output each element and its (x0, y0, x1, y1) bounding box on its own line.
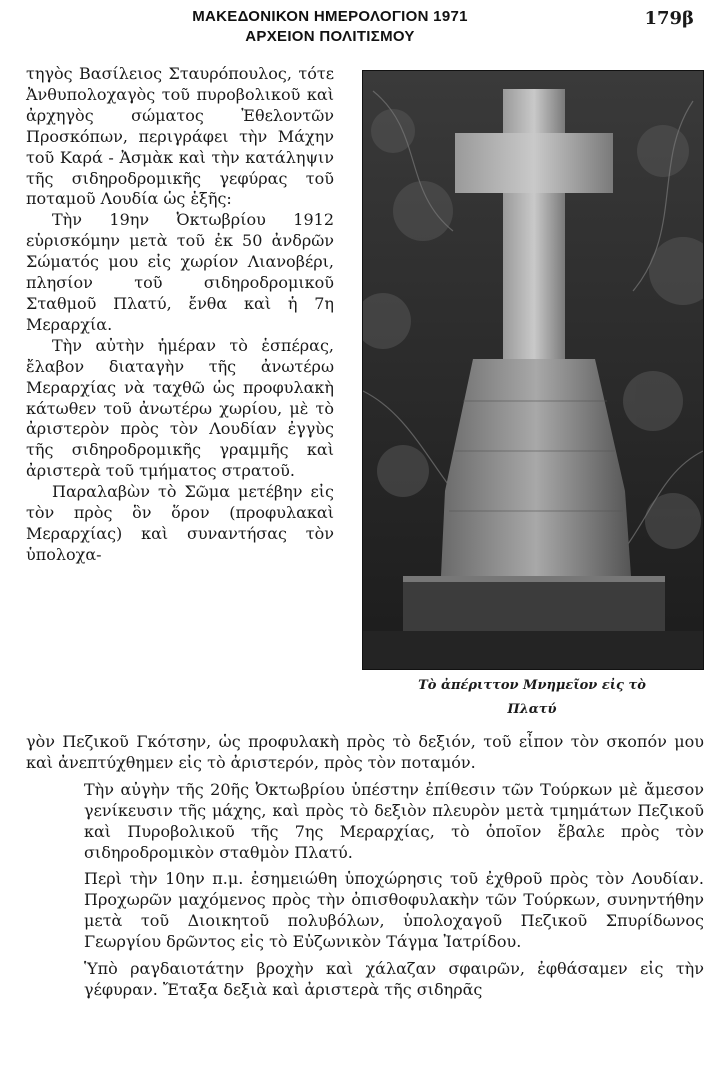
caption-line2: Πλατύ (507, 702, 557, 717)
photo-caption (362, 674, 702, 722)
paragraph-intro: τηγὸς Βασίλειος Σταυρόπουλος, τότε Ἀνθυπολοχαγὸς τοῦ πυροβολικοῦ καὶ ἀρχηγὸς σώματος Ἐθελοντῶν Προσκόπων, περιγράφει τὴν Μάχην τοῦ Καρά - Ἀσμὰκ καὶ τὴν κατάληψιν τῆς σιδηροδρομικῆς γεφύρας τοῦ ποταμοῦ Λουδία ὡς ἑξῆς: (26, 64, 334, 209)
paragraph-oct20-attack: Τὴν αὐγὴν τῆς 20ῆς Ὀκτωβρίου ὑπέστην ἐπίθεσιν τῶν Τούρκων μὲ ἄμεσον γενίκευσιν τῆς μάχης, καὶ πρὸς τὸ δεξιὸν πλευρὸν μετὰ τμημάτων Πεζικοῦ καὶ Πυροβολικοῦ τῆς 7ης Μεραρχίας, τὸ ὁποῖον ἔβαλε πρὸς τὸν σιδηροδρομικὸν σταθμὸν Πλατύ. (84, 779, 704, 862)
monument-photo (362, 70, 704, 670)
page-header (0, 6, 720, 50)
paragraph-bridge-arrival: Ὑπὸ ραγδαιοτάτην βροχὴν καὶ χάλαζαν σφαιρῶν, ἐφθάσαμεν εἰς τὴν γέφυραν. Ἔταξα δεξιὰ καὶ ἀριστερὰ τῆς σιδηρᾶς (84, 959, 704, 999)
full-width-text (26, 732, 704, 1001)
header-title-line1: ΜΑΚΕΔΟΝΙΚΟΝ ΗΜΕΡΟΛΟΓΙΟΝ 1971 (192, 8, 468, 25)
paragraph-turkish-retreat: Περὶ τὴν 10ην π.μ. ἐσημειώθη ὑποχώρησις τοῦ ἐχθροῦ πρὸς τὸν Λουδίαν. Προχωρῶν μαχόμενος πρὸς τὴν ὀπισθοφυλακὴν τῶν Τούρκων, συνηντήθην μετὰ τοῦ Διοικητοῦ πολυβόλων, ὑπολοχαγοῦ Πεζικοῦ Σπυρίδωνος Γεωργίου δρῶντος εἰς τὸ Εὐζωνικὸν Τάγμα Ἰατρίδου. (84, 869, 704, 952)
paragraph-advance-continued: γὸν Πεζικοῦ Γκότσην, ὡς προφυλακὴ πρὸς τὸ δεξιόν, τοῦ εἶπον τὸν σκοπόν μου καὶ ἀνεπτύχθημεν εἰς τὸ ἀριστερόν, πρὸς τὸν ποταμόν. (26, 732, 704, 772)
caption-line1: Τὸ ἀπέριττον Μνημεῖον εἰς τὸ (418, 678, 646, 693)
paragraph-advance: Παραλαβὼν τὸ Σῶμα μετέβην εἰς τὸν πρὸς ὃν ὅρον (προφυλακαὶ Μεραρχίας) καὶ συναντήσας τὸν ὑπολοχα- (26, 482, 334, 564)
header-title-line2: ΑΡΧΕΙΟΝ ΠΟΛΙΤΙΣΜΟΥ (245, 28, 415, 45)
paragraph-oct19: Τὴν 19ην Ὀκτωβρίου 1912 εὑρισκόμην μετὰ τοῦ ἐκ 50 ἀνδρῶν Σώματός μου εἰς χωρίον Λιανοβέρι, πλησίον τοῦ σιδηροδρομικοῦ Σταθμοῦ Πλατύ, ἔνθα καὶ ἡ 7η Μεραρχία. (26, 210, 334, 334)
cross-monument-illustration (363, 71, 703, 669)
left-text-column (26, 64, 334, 566)
page-number: 179β (644, 8, 694, 29)
paragraph-evening-order: Τὴν αὐτὴν ἡμέραν τὸ ἑσπέρας, ἔλαβον διαταγὴν τῆς ἀνωτέρω Μεραρχίας νὰ ταχθῶ ὡς προφυλακὴ κάτωθεν τοῦ ἀνωτέρω χωρίου, μὲ τὸ ἀριστερὸν πρὸς τὸν Λουδίαν ἐγγὺς τῆς σιδηροδρομικῆς γραμμῆς καὶ ἀριστερὰ τοῦ τμήματος στρατοῦ. (26, 335, 334, 481)
